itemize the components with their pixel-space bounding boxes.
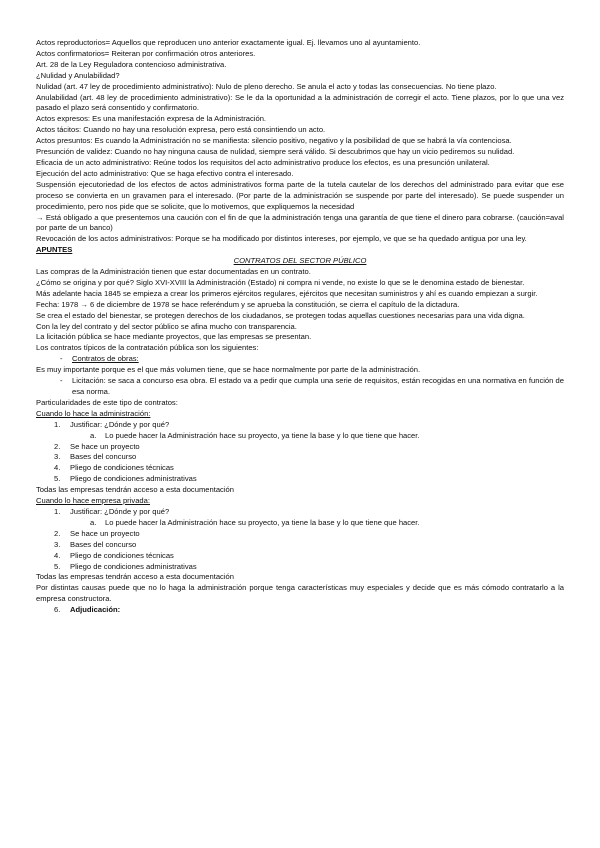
paragraph: Con la ley del contrato y del sector público se afina mucho con transparencia. [36, 321, 297, 331]
list-number: 1. [54, 419, 61, 429]
list-item [36, 518, 564, 529]
list-number: 2. [54, 528, 61, 538]
list-number: a. [90, 517, 97, 527]
paragraph: Particularidades de este tipo de contratos: [36, 397, 178, 407]
paragraph: Por distintas causas puede que no lo haga la administración porque tenga características muy especiales y decide que es más cómodo contratarlo a la empresa constructora. [36, 583, 564, 604]
paragraph: Eficacia de un acto administrativo: Reúne todos los requisitos del acto administrativo produce los efectos, es una presunción unilateral. [36, 157, 490, 167]
list-text: Justificar: ¿Dónde y por qué? [70, 506, 170, 516]
paragraph: Nulidad (art. 47 ley de procedimiento administrativo): Nulo de pleno derecho. Se anula el acto y todas las consecuencias. No tiene plazo. [36, 81, 497, 91]
paragraph: Actos confirmatorios= Reiteran por confirmación otros anteriores. [36, 48, 256, 58]
paragraph: Las compras de la Administración tienen que estar documentadas en un contrato. [36, 267, 311, 277]
section-heading-apuntes: APUNTES [36, 245, 73, 255]
paragraph: Todas las empresas tendrán acceso a esta documentación [36, 485, 234, 495]
list-number: a. [90, 430, 97, 440]
list-item [36, 529, 564, 540]
list-text: Bases del concurso [70, 539, 137, 549]
list-item [36, 507, 564, 518]
document-page [36, 38, 564, 616]
list-item [36, 354, 564, 365]
list-number: 3. [54, 452, 61, 462]
paragraph: Revocación de los actos administrativos: Porque se ha modificado por distintos intereses, por ejemplo, ve que se ha quedado antigua por una ley. [36, 234, 527, 244]
paragraph: Fecha: 1978 → 6 de diciembre de 1978 se hace referéndum y se aprueba la constitución, se cierra el capítulo de la dictadura. [36, 299, 460, 309]
list-item [36, 420, 564, 431]
bullet-marker: - [60, 376, 63, 386]
list-text: Se hace un proyecto [70, 441, 140, 451]
list-number: 1. [54, 506, 61, 516]
paragraph: Es muy importante porque es el que más volumen tiene, que se hace normalmente por parte de la administración. [36, 365, 421, 375]
paragraph: ¿Cómo se origina y por qué? Siglo XVI-XVIII la Administración (Estado) ni compra ni vende, no existe lo que se le denomina estado de bienestar. [36, 277, 525, 287]
list-item [36, 431, 564, 442]
paragraph: Actos reproductorios= Aquellos que reproducen uno anterior exactamente igual. Ej. llevamos uno al ayuntamiento. [36, 38, 421, 47]
list-text: Pliego de condiciones administrativas [70, 474, 197, 484]
list-number: 5. [54, 561, 61, 571]
paragraph: Anulabilidad (art. 48 ley de procedimiento administrativo): Se le da la oportunidad a la administración de corregir el acto. Tiene plazos, por lo que una vez pasado el plazo será consentido y confirmatorio. [36, 92, 564, 113]
list-number: 2. [54, 441, 61, 451]
document-title: CONTRATOS DEL SECTOR PÚBLICO [233, 256, 367, 266]
list-number: 4. [54, 550, 61, 560]
list-item [36, 452, 564, 463]
list-text: Pliego de condiciones técnicas [70, 550, 174, 560]
list-text: Se hace un proyecto [70, 528, 140, 538]
list-text: Pliego de condiciones administrativas [70, 561, 197, 571]
paragraph: Actos presuntos: Es cuando la Administración no se manifiesta: silencio positivo, negativo y la posibilidad de que se habrá la vía contenciosa. [36, 136, 512, 146]
bullet-text: Contratos de obras: [72, 354, 139, 364]
subheading-admin: Cuando lo hace la administración: [36, 408, 151, 418]
list-item [36, 474, 564, 485]
paragraph: ¿Nulidad y Anulabilidad? [36, 70, 120, 80]
paragraph: Los contratos típicos de la contratación pública son los siguientes: [36, 343, 259, 353]
paragraph: Suspensión ejecutoriedad de los efectos de actos administrativos forma parte de la tutela cautelar de los derechos del administrado para evitar que ese proceso se convierta en un gravamen para el interesado. (Por parte de la administración se suspende por parte del interesado). Se puede suspender un procedimiento, pero nos pide que se solicite, que lo motivemos, que expliquemos la necesidad [36, 179, 564, 211]
paragraph: Todas las empresas tendrán acceso a esta documentación [36, 572, 234, 582]
paragraph: Se crea el estado del bienestar, se protegen derechos de los ciudadanos, se protegen todas aquellas cuestiones necesarias para una vida digna. [36, 310, 525, 320]
list-item [36, 463, 564, 474]
list-item [36, 605, 564, 616]
list-number: 6. [54, 605, 61, 615]
list-text: Lo puede hacer la Administración hace su proyecto, ya tiene la base y lo que tiene que hacer. [105, 430, 420, 440]
list-number: 5. [54, 474, 61, 484]
list-item [36, 442, 564, 453]
list-text: Justificar: ¿Dónde y por qué? [70, 419, 170, 429]
list-number: 3. [54, 539, 61, 549]
list-item [36, 540, 564, 551]
paragraph: Art. 28 de la Ley Reguladora contencioso administrativa. [36, 59, 227, 69]
paragraph: → Está obligado a que presentemos una caución con el fin de que la administración tenga una garantía de que tiene el dinero para cobrarse. (caución=aval por parte de un banco) [36, 212, 564, 233]
list-item [36, 376, 564, 398]
list-item [36, 551, 564, 562]
paragraph: Ejecución del acto administrativo: Que se haga efectivo contra el interesado. [36, 168, 294, 178]
list-text: Lo puede hacer la Administración hace su proyecto, ya tiene la base y lo que tiene que hacer. [105, 517, 420, 527]
list-item [36, 562, 564, 573]
list-text: Pliego de condiciones técnicas [70, 463, 174, 473]
subheading-private: Cuando lo hace empresa privada: [36, 496, 150, 506]
paragraph: Actos tácitos: Cuando no hay una resolución expresa, pero está consintiendo un acto. [36, 125, 326, 135]
paragraph: Presunción de validez: Cuando no hay ninguna causa de nulidad, siempre será válido. Si descubrimos que hay un vicio pediremos su nulidad. [36, 147, 515, 157]
list-number: 4. [54, 463, 61, 473]
paragraph: La licitación pública se hace mediante proyectos, que las empresas se presentan. [36, 332, 312, 342]
list-text: Adjudicación: [70, 605, 121, 615]
bullet-text: Licitación: se saca a concurso esa obra. El estado va a pedir que cumpla una serie de requisitos, están recogidas en una normativa en función de esa norma. [72, 376, 564, 396]
paragraph: Actos expresos: Es una manifestación expresa de la Administración. [36, 114, 267, 124]
paragraph: Más adelante hacia 1845 se empieza a crear los primeros ejércitos regulares, ejércitos que necesitan suministros y ahí es cuando empiezan a surgir. [36, 288, 538, 298]
list-text: Bases del concurso [70, 452, 137, 462]
bullet-marker: - [60, 354, 63, 364]
